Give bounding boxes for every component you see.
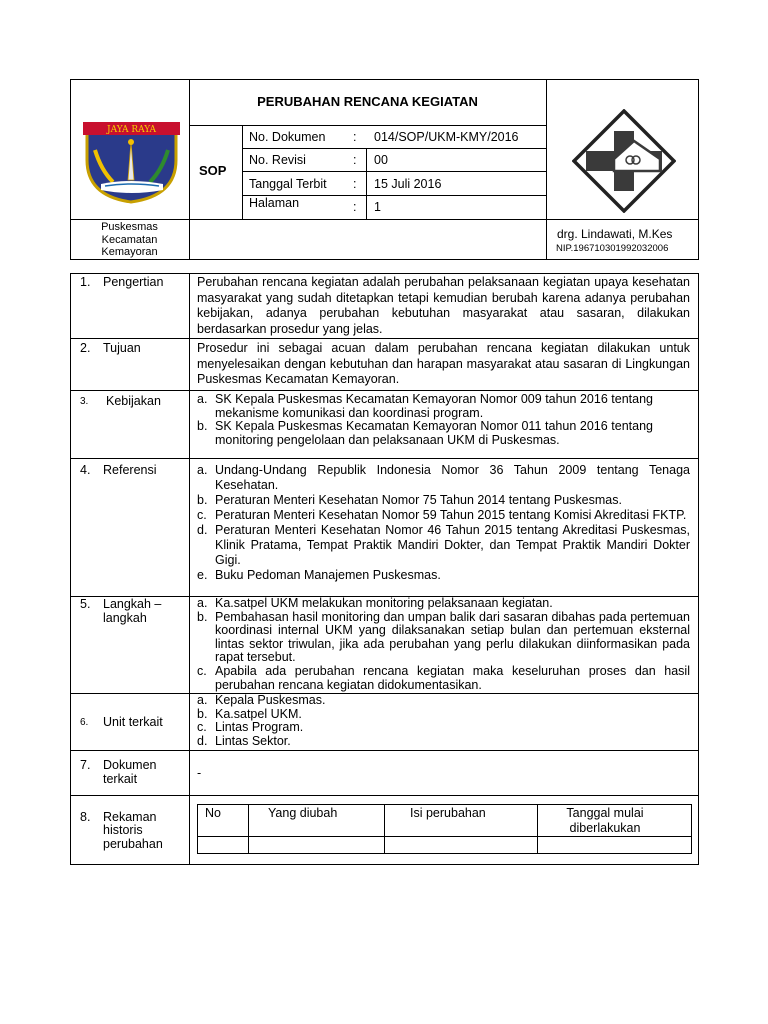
field-value-no-revisi: 00 [374,153,388,167]
history-header-isi-perubahan: Isi perubahan [410,806,486,820]
signer-name: drg. Lindawati, M.Kes [557,227,673,241]
section-6-list [197,694,690,748]
field-label-halaman: Halaman [249,196,300,210]
list-item: a. Ka.satpel UKM melakukan monitoring pelaksanaan kegiatan. [197,596,553,610]
history-header-no: No [205,806,221,820]
section-8-label-2: historis [103,823,143,837]
list-item: b. Ka.satpel UKM. [197,706,302,721]
field-label-tanggal-terbit: Tanggal Terbit [249,177,327,191]
section-8-label-1: Rekaman [103,810,157,824]
section-7-label-2: terkait [103,772,138,786]
list-item: e. Buku Pedoman Manajemen Puskesmas. [197,568,441,582]
field-sep: : [353,200,357,214]
section-5-label-1: Langkah – [103,597,162,611]
section-1-text: Perubahan rencana kegiatan adalah perubahan pelaksanaan kegiatan upaya kesehatan masyarakat yang sudah ditetapkan tetapi kemudian berubah karena adanya perubahan kebijakan, adanya perubahan kebutuhan masyarakat atau sasaran, dilakukan berdasarkan prosedur yang jelas. [197,275,690,336]
section-8-label-3: perubahan [103,837,163,851]
field-sep: : [353,130,357,144]
jaya-raya-logo [81,120,182,204]
field-label-no-revisi: No. Revisi [249,153,306,167]
section-2-label: Tujuan [103,341,141,355]
section-3-label: Kebijakan [106,394,161,408]
history-header-yang-diubah: Yang diubah [268,806,338,820]
puskesmas-logo [572,109,676,213]
section-7-label-1: Dokumen [103,758,157,772]
section-4-list [197,463,690,583]
field-sep: : [353,153,357,167]
section-7-num: 7. [80,758,91,772]
org-name: Puskesmas Kecamatan Kemayoran [101,221,158,258]
field-label-no-dokumen: No. Dokumen [249,130,326,144]
section-5-num: 5. [80,597,91,611]
section-1-label: Pengertian [103,275,164,289]
section-8-num: 8. [80,810,91,824]
section-2-num: 2. [80,341,91,355]
list-item: a. Kepala Puskesmas. [197,693,326,707]
section-7-text: - [197,766,202,780]
section-4-num: 4. [80,463,91,477]
section-5-list [197,597,690,692]
section-3-num: 3. [80,396,89,407]
field-value-tanggal-terbit: 15 Juli 2016 [374,177,442,191]
history-header-tanggal: Tanggal mulai diberlakukan [566,806,644,835]
section-5-label-2: langkah [103,611,147,625]
section-4-label: Referensi [103,463,157,477]
field-value-no-dokumen: 014/SOP/UKM-KMY/2016 [374,130,519,144]
signer-nip: NIP.196710301992032006 [556,243,669,254]
list-item: c. Apabila ada perubahan rencana kegiatan maka keseluruhan proses dan hasil perubahan rencana kegiatan didokumentasikan. [197,663,690,692]
list-item: a. Undang-Undang Republik Indonesia Nomor 36 Tahun 2009 tentang Tenaga Kesehatan. [197,463,690,492]
field-value-halaman: 1 [374,200,381,214]
section-2-text: Prosedur ini sebagai acuan dalam perubahan rencana kegiatan dilakukan untuk menyelesaikan dengan kebutuhan dan harapan masyarakat atau sasaran di Lingkungan Puskesmas Kecamatan Kemayoran. [197,341,690,386]
field-sep: : [353,177,357,191]
list-item: b. SK Kepala Puskesmas Kecamatan Kemayoran Nomor 011 tahun 2016 tentang monitoring pengelolaan dan pelaksanaan UKM di Puskesmas. [197,419,653,447]
list-item: c. Lintas Program. [197,720,304,735]
sop-label: SOP [199,163,227,178]
section-1-num: 1. [80,275,91,289]
list-item: b. Peraturan Menteri Kesehatan Nomor 75 Tahun 2014 tentang Puskesmas. [197,493,622,507]
list-item: c. Peraturan Menteri Kesehatan Nomor 59 Tahun 2015 tentang Komisi Akreditasi FKTP. [197,508,687,522]
section-3-list [197,393,653,447]
list-item: d. Lintas Sektor. [197,733,291,748]
list-item: d. Peraturan Menteri Kesehatan Nomor 46 Tahun 2015 tentang Akreditasi Puskesmas, Klinik Pratama, Tempat Praktik Mandiri Dokter, dan Tempat Praktik Mandiri Dokter Gigi. [197,523,690,567]
header-title: PERUBAHAN RENCANA KEGIATAN [257,94,478,109]
list-item: b. Pembahasan hasil monitoring dan umpan balik dari sasaran dibahas pada pertemuan koordinasi internal UKM yang dilaksanakan setiap bulan dan pertemuan eksternal lintas sektor triwulan, jika ada perubahan yang perlu dilakukan diinformasikan pada rapat tersebut. [197,609,690,665]
logo-text: JAYA RAYA [107,125,156,135]
section-6-num: 6. [80,717,89,728]
section-6-label: Unit terkait [103,715,163,729]
list-item: a. SK Kepala Puskesmas Kecamatan Kemayoran Nomor 009 tahun 2016 tentang mekanisme komunikasi dan koordinasi program. [197,392,653,420]
